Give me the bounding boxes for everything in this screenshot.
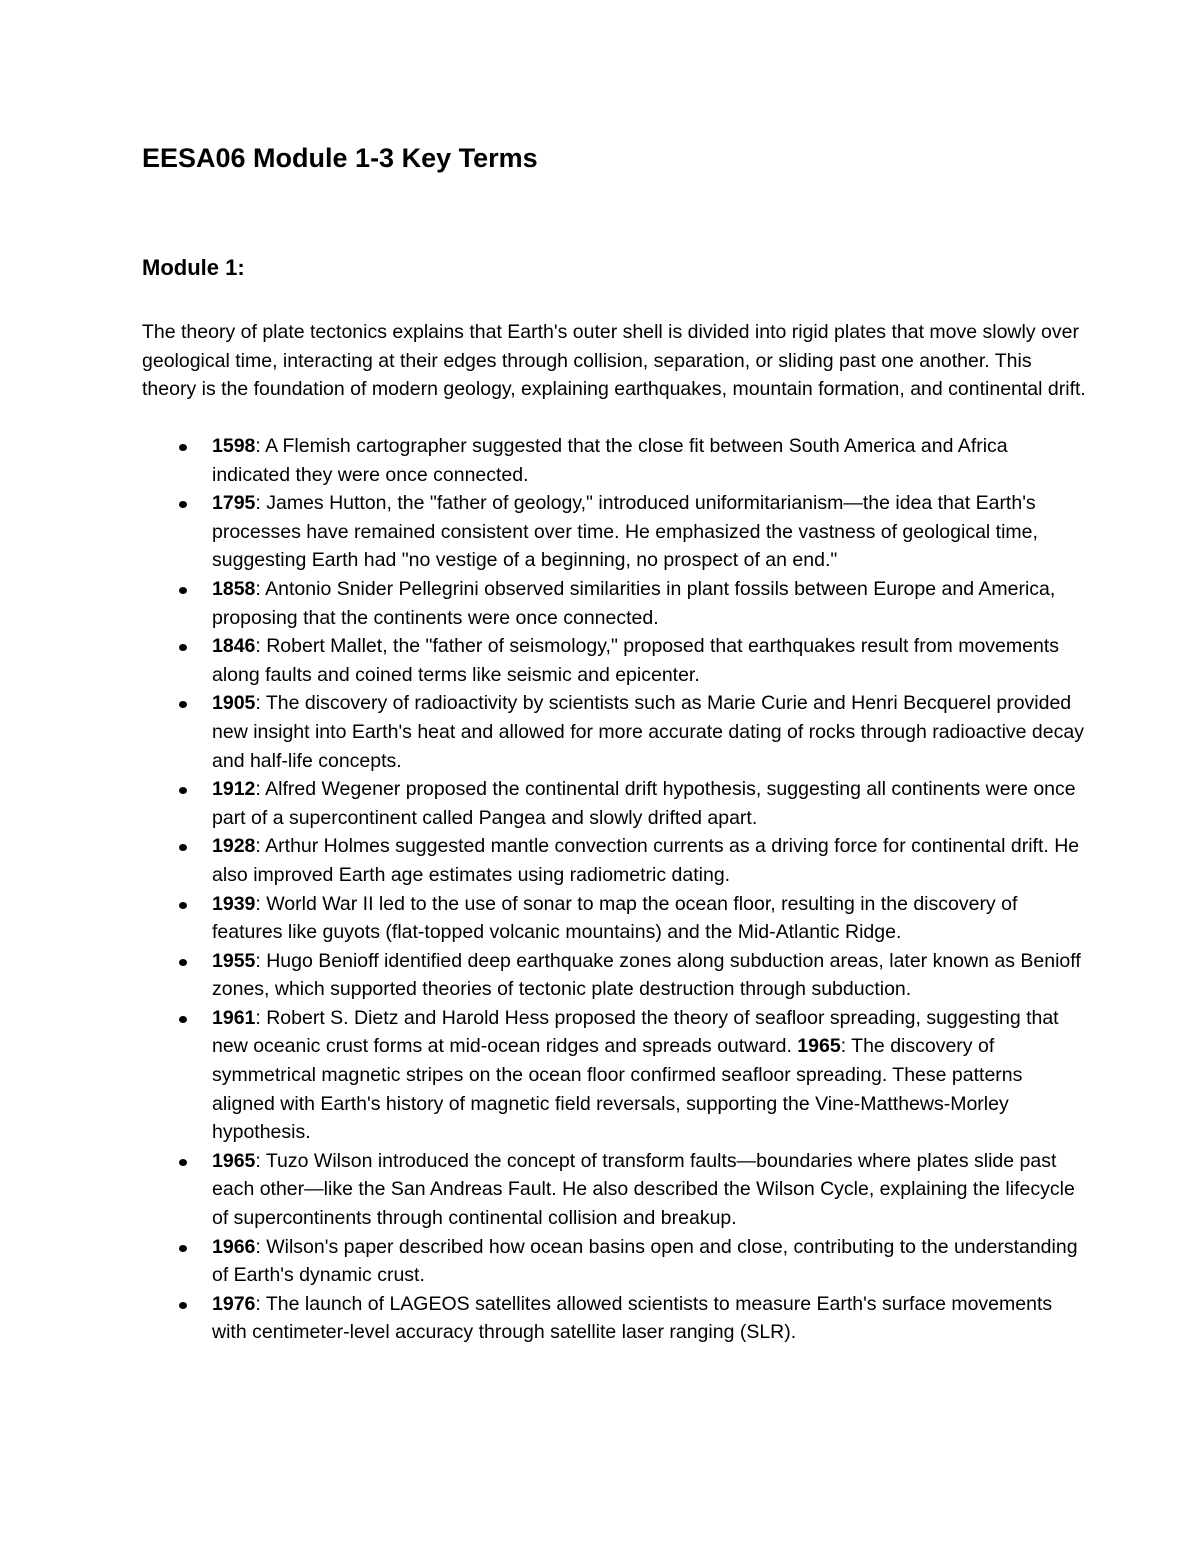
timeline-text: : Robert S. Dietz and Harold Hess proposed the theory of seafloor spreading, suggesting that new oceanic crust forms at mid-ocean ridges and spreads outward. [212, 1006, 1059, 1058]
bullet-icon [179, 444, 187, 451]
timeline-year: 1858 [212, 577, 256, 600]
bullet-icon [179, 587, 187, 594]
intro-paragraph: The theory of plate tectonics explains that Earth's outer shell is divided into rigid plates that move slowly over geological time, interacting at their edges through collision, separation, or sliding past one another. This theory is the foundation of modern geology, explaining earthquakes, mountain formation, and continental drift. [142, 321, 1086, 401]
timeline-text: : Alfred Wegener proposed the continental drift hypothesis, suggesting all continents were once part of a supercontinent called Pangea and slowly drifted apart. [212, 778, 1076, 829]
timeline-item-1905 [142, 689, 1087, 775]
timeline-item-1858 [142, 575, 1087, 632]
timeline-item-1961 [142, 1004, 1087, 1147]
timeline-text: : James Hutton, the "father of geology," introduced uniformitarianism—the idea that Earth's processes have remained consistent over time. He emphasized the vastness of geological time, suggesting Earth had "no vestige of a beginning, no prospect of an end." [212, 492, 1038, 572]
timeline-year-inline: 1965 [797, 1035, 841, 1058]
bullet-icon [179, 701, 187, 708]
timeline-item-1846 [142, 632, 1087, 689]
timeline-item-1965 [142, 1147, 1087, 1233]
timeline-text: : Wilson's paper described how ocean basins open and close, contributing to the understanding of Earth's dynamic crust. [212, 1235, 1078, 1287]
bullet-icon [179, 1302, 187, 1309]
timeline-item-1966 [142, 1233, 1087, 1290]
bullet-icon [179, 644, 187, 651]
timeline-item-1939 [142, 890, 1087, 947]
timeline-year: 1912 [212, 778, 256, 801]
section-heading-module-1: Module 1: [142, 255, 245, 280]
timeline-item-1976 [142, 1290, 1087, 1347]
timeline-item-1598 [142, 432, 1087, 489]
timeline-text: : The launch of LAGEOS satellites allowed scientists to measure Earth's surface movements with centimeter-level accuracy through satellite laser ranging (SLR). [212, 1292, 1053, 1344]
timeline-year: 1965 [212, 1149, 256, 1172]
timeline-text: : Tuzo Wilson introduced the concept of transform faults—boundaries where plates slide past each other—like the San Andreas Fault. He also described the Wilson Cycle, explaining the lifecycle of supercontinents through continental collision and breakup. [212, 1149, 1075, 1230]
bullet-icon [179, 787, 187, 794]
bullet-icon [179, 501, 187, 508]
timeline-year: 1976 [212, 1292, 256, 1315]
timeline-item-1912 [142, 775, 1087, 832]
timeline-item-1928 [142, 832, 1087, 889]
bullet-icon [179, 1016, 187, 1023]
timeline-text: : The discovery of radioactivity by scientists such as Marie Curie and Henri Becquerel provided new insight into Earth's heat and allowed for more accurate dating of rocks through radioactive decay and half-life concepts. [212, 692, 1084, 772]
timeline-text-inline: : The discovery of symmetrical magnetic stripes on the ocean floor confirmed seafloor spreading. These patterns aligned with Earth's history of magnetic field reversals, supporting the Vine-Matthews-Morley hypothesis. [212, 1035, 1023, 1144]
timeline-text: : A Flemish cartographer suggested that the close fit between South America and Africa indicated they were once connected. [212, 435, 1008, 486]
bullet-icon [179, 959, 187, 966]
timeline-text: : World War II led to the use of sonar to map the ocean floor, resulting in the discovery of features like guyots (flat-topped volcanic mountains) and the Mid-Atlantic Ridge. [212, 892, 1018, 944]
timeline-text: : Antonio Snider Pellegrini observed similarities in plant fossils between Europe and America, proposing that the continents were once connected. [212, 577, 1056, 629]
timeline-year: 1939 [212, 892, 256, 915]
timeline-year: 1846 [212, 635, 256, 658]
timeline-text: : Arthur Holmes suggested mantle convection currents as a driving force for continental drift. He also improved Earth age estimates using radiometric dating. [212, 835, 1080, 886]
timeline-item-1795 [142, 489, 1087, 575]
bullet-icon [179, 1245, 187, 1252]
bullet-icon [179, 902, 187, 909]
bullet-icon [179, 1159, 187, 1166]
timeline-text: : Hugo Benioff identified deep earthquake zones along subduction areas, later known as Benioff zones, which supported theories of tectonic plate destruction through subduction. [212, 949, 1081, 1001]
timeline-year: 1905 [212, 692, 256, 715]
timeline-year: 1598 [212, 435, 256, 457]
document-title: EESA06 Module 1-3 Key Terms [142, 143, 538, 173]
timeline-list [142, 432, 1087, 1347]
timeline-year: 1795 [212, 492, 256, 515]
timeline-year: 1966 [212, 1235, 256, 1258]
timeline-year: 1928 [212, 835, 256, 858]
timeline-text: : Robert Mallet, the "father of seismology," proposed that earthquakes result from movements along faults and coined terms like seismic and epicenter. [212, 635, 1060, 686]
timeline-item-1955 [142, 947, 1087, 1004]
timeline-year: 1961 [212, 1006, 256, 1029]
timeline-year: 1955 [212, 949, 256, 972]
bullet-icon [179, 844, 187, 851]
